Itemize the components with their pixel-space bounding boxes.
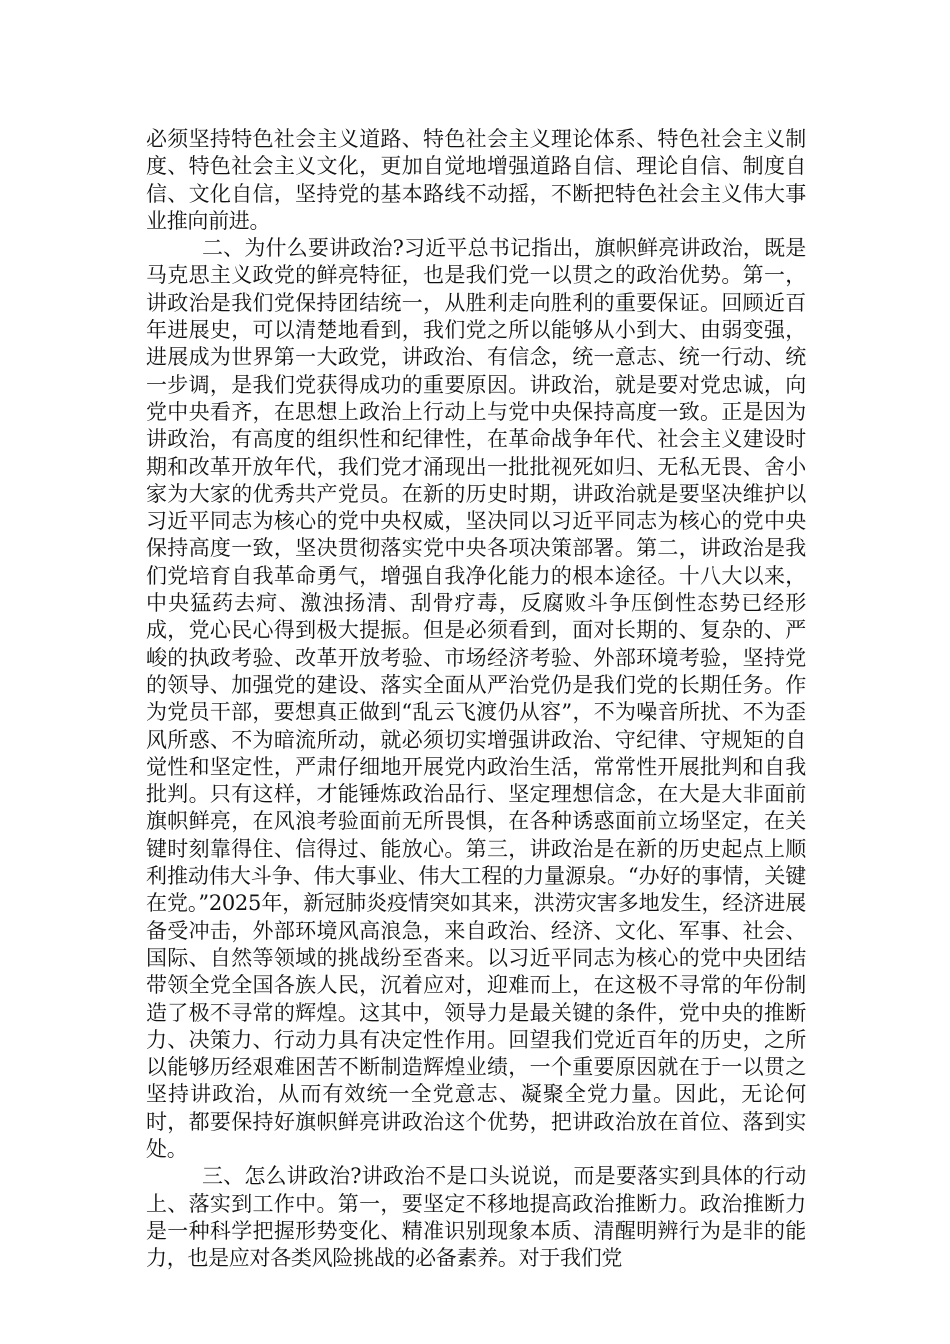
paragraph-section-two: 二、为什么要讲政治?习近平总书记指出，旗帜鲜亮讲政治，既是马克思主义政党的鲜亮特征，也是我们党一以贯之的政治优势。第一，讲政治是我们党保持团结统一，从胜利走向胜利的重要保证。回顾近百年进展史，可以清楚地看到，我们党之所以能够从小到大、由弱变强，进展成为世界第一大政党，讲政治、有信念，统一意志、统一行动、统一步调，是我们党获得成功的重要原因。讲政治，就是要对党忠诚，向党中央看齐，在思想上政治上行动上与党中央保持高度一致。正是因为讲政治，有高度的组织性和纪律性，在革命战争年代、社会主义建设时期和改革开放年代，我们党才涌现出一批批视死如归、无私无畏、舍小家为大家的优秀共产党员。在新的历史时期，讲政治就是要坚决维护以习近平同志为核心的党中央权威，坚决同以习近平同志为核心的党中央保持高度一致，坚决贯彻落实党中央各项决策部署。第二，讲政治是我们党培育自我革命勇气，增强自我净化能力的根本途径。十八大以来，中央猛药去疴、激浊扬清、刮骨疗毒，反腐败斗争压倒性态势已经形成，党心民心得到极大提振。但是必须看到，面对长期的、复杂的、严峻的执政考验、改革开放考验、市场经济考验、外部环境考验，坚持党的领导、加强党的建设、落实全面从严治党仍是我们党的长期任务。作为党员干部，要想真正做到“乱云飞渡仍从容”，不为噪音所扰、不为歪风所惑、不为暗流所动，就必须切实增强讲政治、守纪律、守规矩的自觉性和坚定性，严肃仔细地开展党内政治生活，常常性开展批判和自我批判。只有这样，才能锤炼政治品行、坚定理想信念，在大是大非面前旗帜鲜亮，在风浪考验面前无所畏惧，在各种诱惑面前立场坚定，在关键时刻靠得住、信得过、能放心。第三，讲政治是在新的历史起点上顺利推动伟大斗争、伟大事业、伟大工程的力量源泉。“办好的事情，关键在党。”2025年，新冠肺炎疫情突如其来，洪涝灾害多地发生，经济进展备受冲击，外部环境风高浪急，来自政治、经济、文化、军事、社会、国际、自然等领域的挑战纷至沓来。以习近平同志为核心的党中央团结带领全党全国各族人民，沉着应对，迎难而上，在这极不寻常的年份制造了极不寻常的辉煌。这其中，领导力是最关键的条件，党中央的推断力、决策力、行动力具有决定性作用。回望我们党近百年的历史，之所以能够历经艰难困苦不断制造辉煌业绩，一个重要原因就在于一以贯之坚持讲政治，从而有效统一全党意志、凝聚全党力量。因此，无论何时，都要保持好旗帜鲜亮讲政治这个优势，把讲政治放在首位、落到实处。 (146, 236, 806, 1161)
paragraph-continuation: 必须坚持特色社会主义道路、特色社会主义理论体系、特色社会主义制度、特色社会主义文化，更加自觉地增强道路自信、理论自信、制度自信、文化自信，坚持党的基本路线不动摇，不断把特色社会主义伟大事业推向前进。 (146, 127, 806, 233)
paragraph-section-three: 三、怎么讲政治?讲政治不是口头说说，而是要落实到具体的行动上、落实到工作中。第一，要坚定不移地提高政治推断力。政治推断力是一种科学把握形势变化、精准识别现象本质、清醒明辨行为是非的能力，也是应对各类风险挑战的必备素养。对于我们党 (146, 1164, 806, 1271)
document-page (146, 126, 806, 1272)
